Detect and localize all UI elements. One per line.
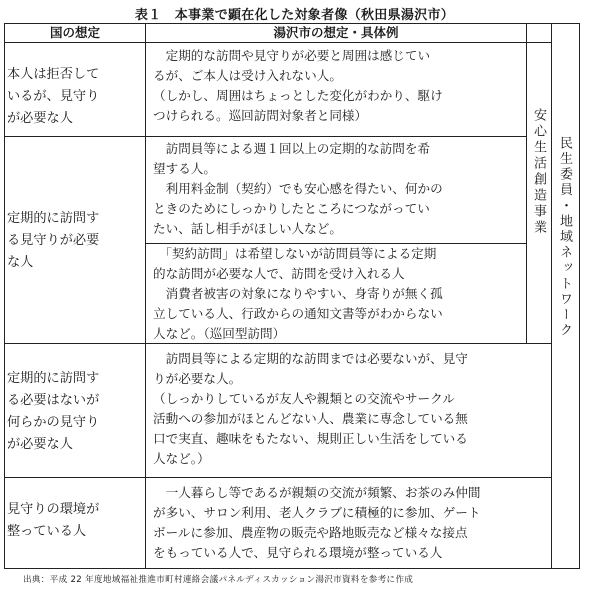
minsei-network-label: 民生委員・地域ネットワーク bbox=[557, 136, 572, 339]
column-divider bbox=[526, 24, 527, 343]
row-2-label: 定期的に訪問す る見守りが必要 な人 bbox=[7, 211, 100, 270]
header-yuzawa-assumption: 湯沢市の想定・具体例 bbox=[273, 25, 399, 40]
source-note: 出典：平成 22 年度地域福祉推進市町村連絡会議パネルディスカッション湯沢市資料を参考に作成 bbox=[23, 575, 414, 585]
target-persona-table bbox=[4, 23, 580, 569]
row-3-label: 定期的に訪問す る必要はないが 何らかの見守り が必要な人 bbox=[7, 371, 100, 452]
column-divider bbox=[145, 24, 146, 568]
row-1-label: 本人は拒否して いるが、見守り が必要な人 bbox=[7, 67, 100, 126]
header-national-assumption: 国の想定 bbox=[49, 25, 100, 40]
row-1-description: 定期的な訪問や見守りが必要と周囲は感じてい るが、ご本人は受け入れない人。 （しかし、周囲はちょっとした変化がわかり、駆け つけられる。巡回訪問対象者と同様） bbox=[153, 48, 443, 123]
row-divider bbox=[5, 136, 526, 137]
row-divider bbox=[5, 42, 551, 43]
row-4-label: 見守りの環境が 整っている人 bbox=[7, 502, 100, 539]
row-2-description-contract: 訪問員等による週１回以上の定期的な訪問を希 望する人。 利用料金制（契約）でも安心感を得たい、何かの ときのためにしっかりしたところにつながってい たい、話し相手がほしい人など。 bbox=[153, 141, 443, 236]
row-divider bbox=[5, 477, 551, 478]
anshin-program-label: 安心生活創造事業 bbox=[531, 108, 546, 236]
column-divider bbox=[551, 24, 552, 568]
table-title: 表１ 本事業で顕在化した対象者像（秋田県湯沢市） bbox=[134, 8, 455, 23]
row-2-description-patrol: 「契約訪問」は希望しないが訪問員等による定期 的な訪問が必要な人で、訪問を受け入れる人 消費者被害の対象になりやすい、身寄りが無く孤 立している人、行政からの通知文書等がわからない 人など。（巡回型訪問） bbox=[153, 246, 443, 341]
row-4-description: 一人暮らし等であるが親類の交流が頻繁、お茶のみ仲間 が多い、サロン利用、老人クラブに積極的に参加、ゲート ボールに参加、農産物の販売や路地販売など様々な接点 をもっている人で、見守られる環境が整っている人 bbox=[153, 485, 481, 560]
row-3-description: 訪問員等による定期的な訪問までは必要ないが、見守 りが必要な人。 （しっかりしているが友人や親類との交流やサークル 活動への参加がほとんどない人、農業に専念している無 口で実直、趣味をもたない、規則正しい生活をしている 人など。） bbox=[153, 351, 468, 466]
